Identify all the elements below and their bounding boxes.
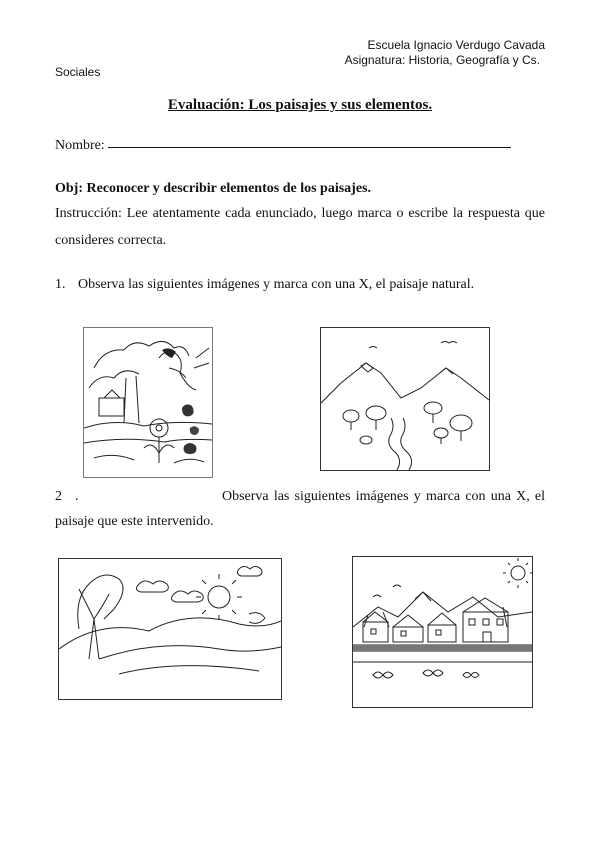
- mountain-river-drawing[interactable]: [320, 327, 490, 471]
- name-label: Nombre:: [55, 138, 105, 153]
- q2-text: Observa las siguientes imágenes y marca con una X, el: [222, 489, 545, 504]
- q2-number: 2: [55, 489, 62, 504]
- subject-short: Sociales: [55, 65, 101, 79]
- meadow-sun-drawing[interactable]: [58, 558, 282, 700]
- name-field[interactable]: [108, 147, 511, 148]
- garden-bird-drawing[interactable]: [83, 327, 213, 478]
- q2-dot: .: [75, 489, 79, 504]
- q1-text: Observa las siguientes imágenes y marca con una X, el paisaje natural.: [78, 277, 475, 292]
- page-title: Evaluación: Los paisajes y sus elementos.: [167, 97, 433, 113]
- meadow-sun-icon: [59, 559, 281, 699]
- instruction: Instrucción: Lee atentamente cada enunciado, luego marca o escribe la respuesta que consideres correcta.: [55, 206, 545, 248]
- objective: Obj: Reconocer y describir elementos de los paisajes.: [55, 181, 371, 196]
- village-houses-icon: [353, 557, 532, 707]
- q1-number: 1.: [55, 277, 66, 292]
- subject-line: Asignatura: Historia, Geografía y Cs.: [344, 53, 540, 67]
- mountain-river-icon: [321, 328, 489, 470]
- school-name: Escuela Ignacio Verdugo Cavada: [367, 38, 545, 52]
- q2-text-continued: paisaje que este intervenido.: [55, 514, 214, 529]
- village-houses-drawing[interactable]: [352, 556, 533, 708]
- garden-bird-icon: [84, 328, 212, 477]
